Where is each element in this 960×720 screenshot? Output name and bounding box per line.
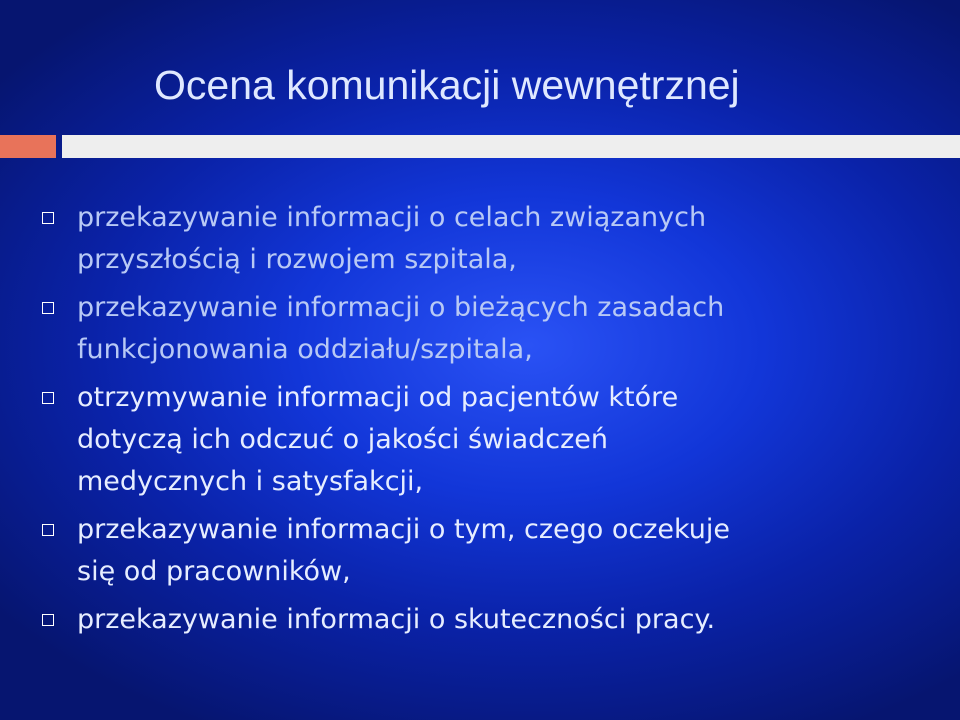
square-bullet-icon: [42, 524, 54, 536]
bullet-item: [0, 197, 960, 281]
bullet-line: funkcjonowania oddziału/szpitala,: [77, 334, 533, 365]
square-bullet-icon: [42, 392, 54, 404]
bullet-line: przyszłością i rozwojem szpitala,: [77, 244, 517, 275]
bullet-line: przekazywanie informacji o celach związanych: [77, 202, 707, 233]
bullet-line: przekazywanie informacji o skuteczności pracy.: [77, 604, 716, 635]
bullet-item: [0, 377, 960, 503]
bullet-line: przekazywanie informacji o tym, czego oczekuje: [77, 514, 731, 545]
square-bullet-icon: [42, 614, 54, 626]
bullet-line: się od pracowników,: [77, 556, 351, 587]
slide-title: Ocena komunikacji wewnętrznej: [154, 62, 740, 108]
bullet-line: medycznych i satysfakcji,: [77, 466, 424, 497]
bullet-line: otrzymywanie informacji od pacjentów które: [77, 382, 679, 413]
square-bullet-icon: [42, 212, 54, 224]
bullet-item: [0, 287, 960, 371]
bullet-list: [0, 197, 960, 647]
title-accent-bar: [0, 135, 56, 158]
bullet-line: dotyczą ich odczuć o jakości świadczeń: [77, 424, 609, 455]
title-rule-bar: [62, 135, 960, 158]
square-bullet-icon: [42, 302, 54, 314]
bullet-item: [0, 599, 960, 641]
bullet-line: przekazywanie informacji o bieżących zasadach: [77, 292, 725, 323]
bullet-item: [0, 509, 960, 593]
